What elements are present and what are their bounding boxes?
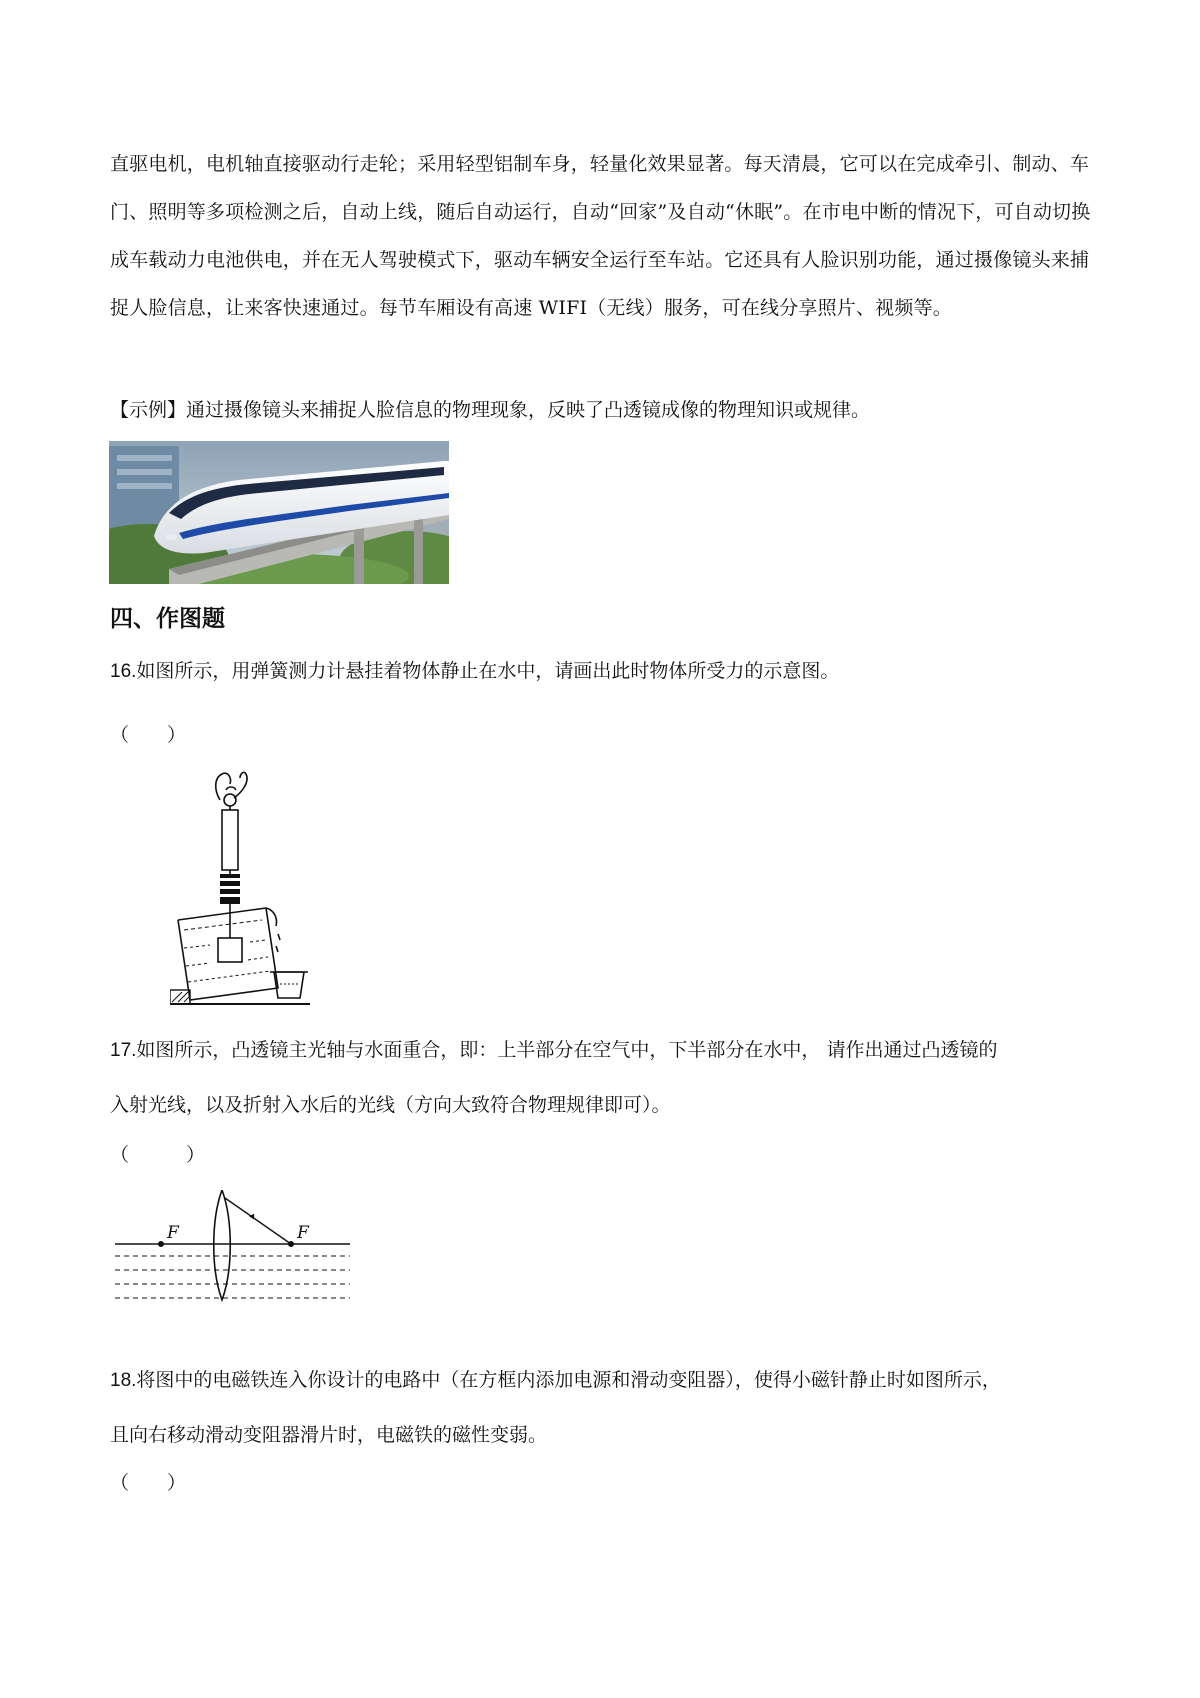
question-17-line-1 xyxy=(110,1035,997,1062)
passage-text: 直驱电机，电机轴直接驱动行走轮；采用轻型铝制车身，轻量化效果显著。每天清晨，它可以在完成牵引、制动、车门、照明等多项检测之后，自动上线，随后自动运行，自动“回家”及自动“休眠”。在市电中断的情况下，可自动切换成车载动力电池供电，并在无人驾驶模式下，驱动车辆安全运行至车站。它还具有人脸识别功能，通过摄像镜头来捕捉人脸信息，让来客快速通过。每节车厢设有高速 WIFI（无线）服务，可在线分享照片、视频等。 xyxy=(110,153,1091,319)
question-18-line-1 xyxy=(110,1365,1001,1392)
focus-point-left xyxy=(158,1241,164,1247)
question-number: 16. xyxy=(110,661,137,682)
section-title: 四、作图题 xyxy=(110,605,225,632)
spring-scale-beaker-figure xyxy=(170,770,310,1010)
monorail-train-photo xyxy=(109,441,449,584)
focus-label-left: F xyxy=(167,1223,179,1243)
question-16 xyxy=(110,656,839,683)
question-text-line-1: 如图所示，凸透镜主光轴与水面重合，即：上半部分在空气中，下半部分在水中， 请作出通过凸透镜的 xyxy=(136,1039,998,1061)
question-text: 如图所示，用弹簧测力计悬挂着物体静止在水中，请画出此时物体所受力的示意图。 xyxy=(136,660,840,682)
question-18-line-2: 且向右移动滑动变阻器滑片时，电磁铁的磁性变弱。 xyxy=(110,1424,548,1446)
focus-point-right xyxy=(288,1241,294,1247)
convex-lens-water-figure xyxy=(115,1190,355,1310)
question-17-line-2: 入射光线，以及折射入水后的光线（方向大致符合物理规律即可）。 xyxy=(110,1094,671,1116)
focus-label-right: F xyxy=(297,1223,309,1243)
answer-blank-17: （ ） xyxy=(110,1144,206,1166)
question-number: 17. xyxy=(110,1040,137,1061)
example-text: 【示例】通过摄像镜头来捕捉人脸信息的物理现象，反映了凸透镜成像的物理知识或规律。 xyxy=(110,399,871,421)
answer-blank-18: （ ） xyxy=(110,1472,187,1494)
question-number: 18. xyxy=(110,1370,137,1391)
answer-blank-16: （ ） xyxy=(110,724,187,746)
question-text-line-1: 将图中的电磁铁连入你设计的电路中（在方框内添加电源和滑动变阻器），使得小磁针静止时如图所示， xyxy=(136,1369,1001,1391)
